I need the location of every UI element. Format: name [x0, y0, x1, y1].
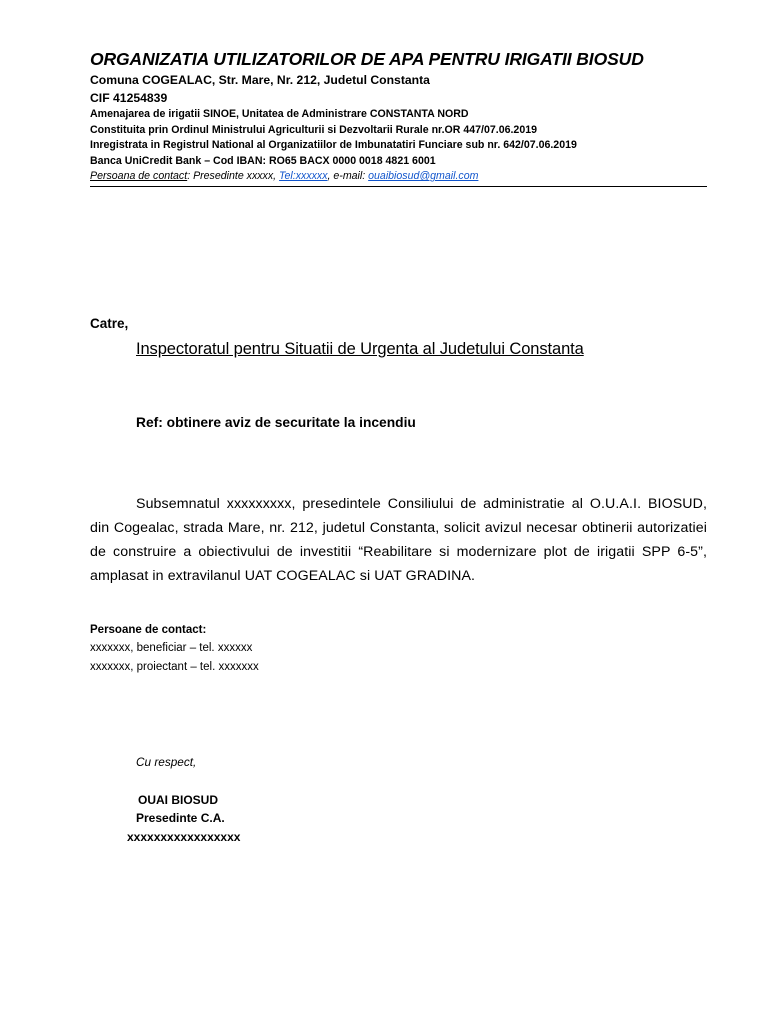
signature-role: Presedinte C.A.	[136, 811, 225, 825]
email-label: , e-mail:	[327, 170, 369, 182]
organization-address: Comuna COGEALAC, Str. Mare, Nr. 212, Judetul Constanta	[90, 73, 430, 87]
contact-text: : Presedinte xxxxx,	[187, 170, 280, 182]
organization-inregistrata: Inregistrata in Registrul National al Organizatiilor de Imbunatatiri Funciare sub nr. 642/07.06.2019	[90, 139, 577, 151]
tel-link[interactable]: Tel:xxxxxx	[279, 170, 328, 182]
contact-proiectant: xxxxxxx, proiectant – tel. xxxxxxx	[90, 661, 259, 673]
closing-respect: Cu respect,	[136, 755, 197, 769]
contact-label: Persoana de contact	[90, 170, 188, 182]
organization-cif: CIF 41254839	[90, 91, 168, 105]
email-link[interactable]: ouaibiosud@gmail.com	[368, 170, 479, 182]
header-divider	[90, 186, 707, 187]
letter-body-paragraph: Subsemnatul xxxxxxxxx, presedintele Consiliului de administratie al O.U.A.I. BIOSUD, din Cogealac, strada Mare, nr. 212, judetul Constanta, solicit avizul necesar obtinerii autorizatiei de construire a obiectivului de investitii “Reabilitare si modernizare plot de irigatii SPP 6-5”, amplasat in extravilanul UAT COGEALAC si UAT GRADINA.	[90, 496, 707, 584]
organization-contact-line	[90, 170, 478, 182]
signature-name: xxxxxxxxxxxxxxxxx	[127, 830, 241, 844]
contacts-title: Persoane de contact:	[90, 624, 207, 636]
organization-bank: Banca UniCredit Bank – Cod IBAN: RO65 BACX 0000 0018 4821 6001	[90, 155, 436, 167]
signature-organization: OUAI BIOSUD	[138, 793, 219, 807]
catre-label: Catre,	[90, 316, 129, 331]
organization-constituita: Constituita prin Ordinul Ministrului Agriculturii si Dezvoltarii Rurale nr.OR 447/07.06.2019	[90, 124, 538, 136]
organization-amenajare: Amenajarea de irigatii SINOE, Unitatea de Administrare CONSTANTA NORD	[90, 108, 469, 120]
recipient-title: Inspectoratul pentru Situatii de Urgenta al Judetului Constanta	[136, 340, 584, 358]
contact-beneficiar: xxxxxxx, beneficiar – tel. xxxxxx	[90, 642, 253, 654]
organization-title: ORGANIZATIA UTILIZATORILOR DE APA PENTRU IRIGATII BIOSUD	[90, 49, 644, 69]
reference-line: Ref: obtinere aviz de securitate la incendiu	[136, 415, 416, 430]
